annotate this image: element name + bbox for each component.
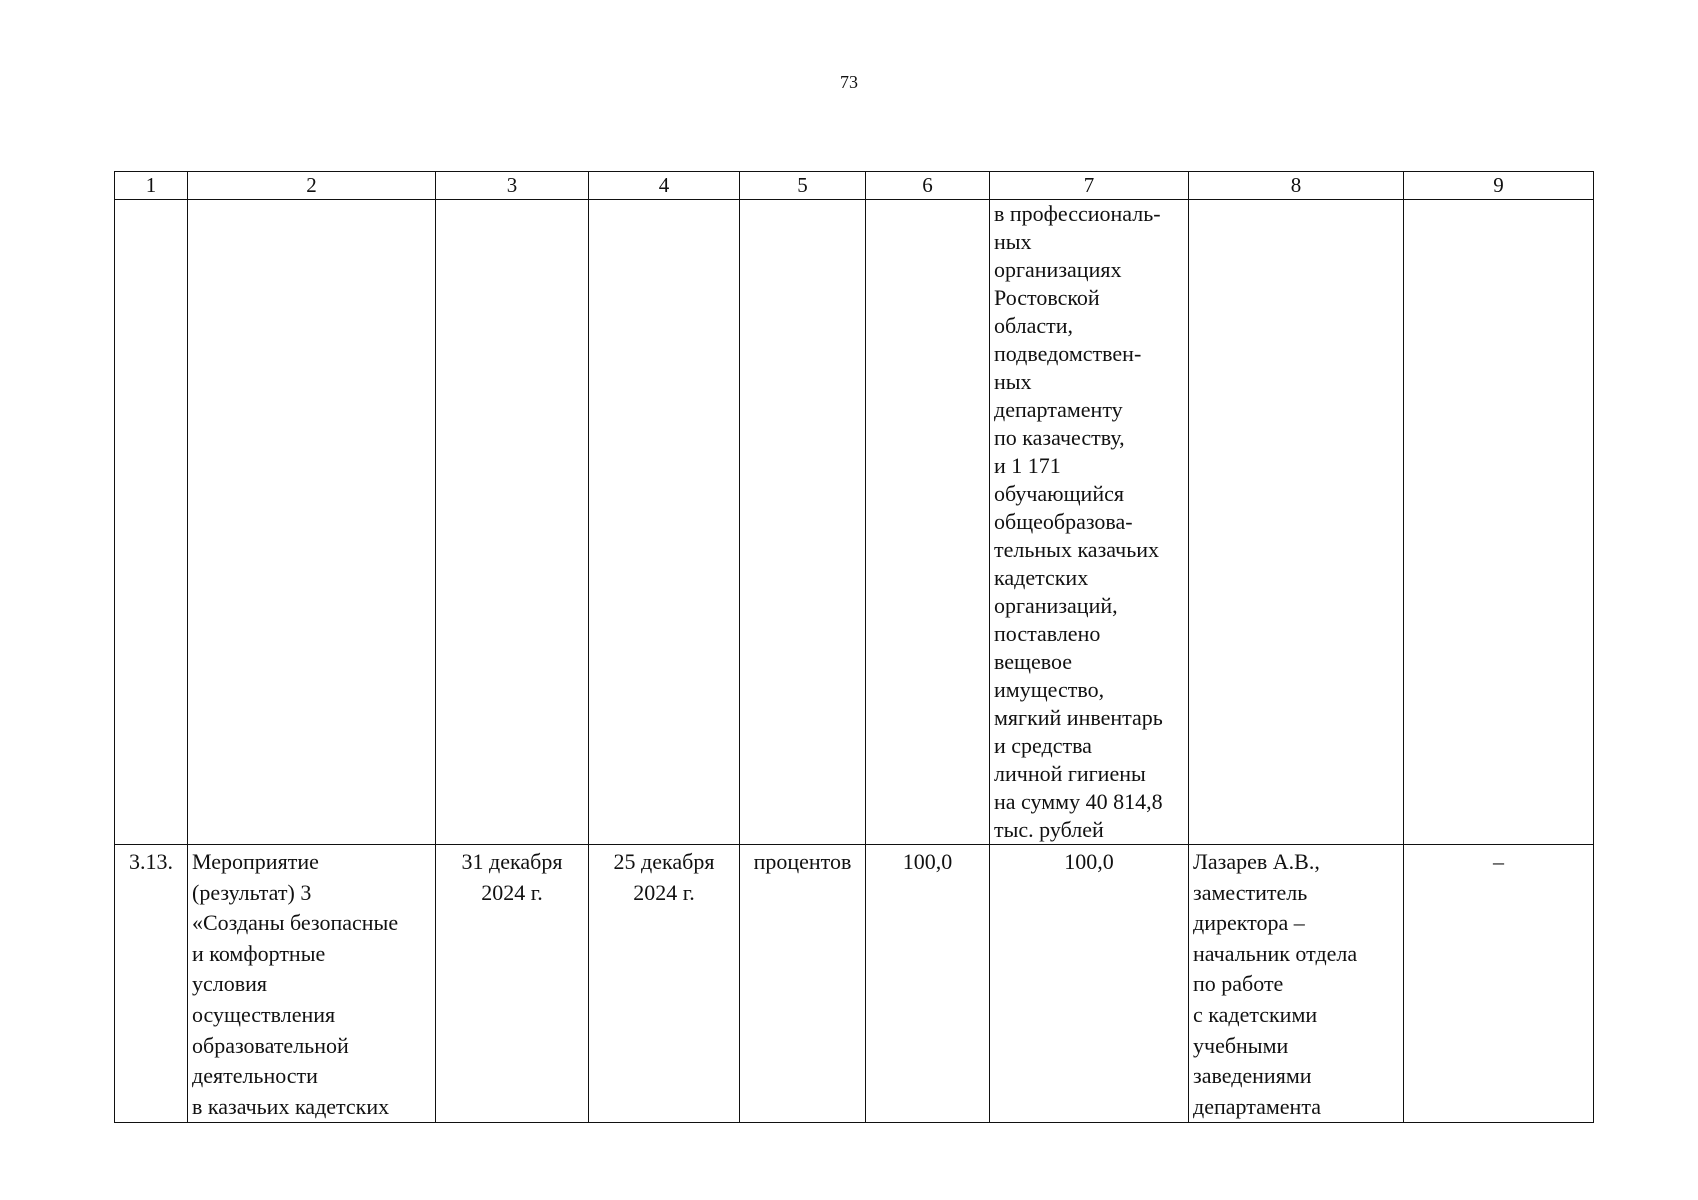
cell-planned-date xyxy=(436,845,589,1123)
text-line: директора – xyxy=(1193,910,1305,936)
text-line: и средства xyxy=(994,733,1092,758)
text-line: Мероприятие xyxy=(192,849,319,874)
cell-actual-date xyxy=(589,845,740,1123)
text-line: и комфортные xyxy=(192,940,326,966)
text-line: в казачьих кадетских xyxy=(192,1093,390,1119)
header-col-2: 2 xyxy=(188,172,436,200)
cell-empty xyxy=(188,200,436,845)
cell-note: – xyxy=(1404,845,1594,1123)
text-line: начальник отдела xyxy=(1193,940,1358,966)
header-col-8: 8 xyxy=(1189,172,1404,200)
text-line: области, xyxy=(994,313,1074,338)
text-line: департаменту xyxy=(994,397,1123,422)
text-line: и 1 171 xyxy=(994,453,1061,478)
header-col-9: 9 xyxy=(1404,172,1594,200)
text-line: 25 декабря xyxy=(613,849,715,874)
text-line: образовательной xyxy=(192,1032,349,1058)
table-row-3-13 xyxy=(115,845,1594,1123)
cell-actual-value: 100,0 xyxy=(990,845,1189,1123)
text-line: личной гигиены xyxy=(994,761,1146,786)
text-line: на сумму 40 814,8 xyxy=(994,789,1163,814)
cell-empty xyxy=(1404,200,1594,845)
text-line: ных xyxy=(994,369,1032,394)
text-line: по казачеству, xyxy=(994,425,1125,450)
text-line: департамента xyxy=(1193,1093,1321,1119)
text-line: организаций, xyxy=(994,593,1118,618)
text-line: 31 декабря xyxy=(461,849,563,874)
text-line: 2024 г. xyxy=(481,879,543,905)
table-row-continued xyxy=(115,200,1594,845)
text-line: в профессиональ- xyxy=(994,201,1161,226)
text-line: тыс. рублей xyxy=(994,817,1104,842)
text-line: Ростовской xyxy=(994,285,1100,310)
text-line: «Созданы безопасные xyxy=(192,910,399,936)
text-line: подведомствен- xyxy=(994,341,1142,366)
text-line: общеобразова- xyxy=(994,509,1133,534)
text-line: учебными xyxy=(1193,1032,1289,1058)
page-number: 73 xyxy=(840,72,858,92)
cell-empty xyxy=(740,200,866,845)
text-line: тельных казачьих xyxy=(994,537,1160,562)
cell-empty xyxy=(589,200,740,845)
text-line: кадетских xyxy=(994,565,1089,590)
cell-event-name xyxy=(188,845,436,1123)
header-col-5: 5 xyxy=(740,172,866,200)
text-line: ных xyxy=(994,229,1032,254)
text-line: вещевое xyxy=(994,649,1072,674)
cell-empty xyxy=(115,200,188,845)
table-header-row xyxy=(115,172,1594,200)
cell-empty xyxy=(866,200,990,845)
text-line: поставлено xyxy=(994,621,1101,646)
header-col-7: 7 xyxy=(990,172,1189,200)
header-col-6: 6 xyxy=(866,172,990,200)
cell-empty xyxy=(1189,200,1404,845)
cell-planned-value: 100,0 xyxy=(866,845,990,1123)
text-line: деятельности xyxy=(192,1063,318,1089)
cell-result-description xyxy=(990,200,1189,845)
text-line: с кадетскими xyxy=(1193,1001,1318,1027)
text-line: организациях xyxy=(994,257,1122,282)
text-line: обучающийся xyxy=(994,481,1124,506)
text-line: условия xyxy=(192,971,268,997)
header-col-3: 3 xyxy=(436,172,589,200)
cell-item-number: 3.13. xyxy=(115,845,188,1123)
text-line: заместитель xyxy=(1193,879,1308,905)
text-line: мягкий инвентарь xyxy=(994,705,1163,730)
text-line: (результат) 3 xyxy=(192,879,312,905)
cell-responsible xyxy=(1189,845,1404,1123)
text-line: Лазарев А.В., xyxy=(1193,849,1320,874)
text-line: заведениями xyxy=(1193,1063,1312,1089)
report-table xyxy=(114,171,1594,1123)
header-col-1: 1 xyxy=(115,172,188,200)
text-line: осуществления xyxy=(192,1001,336,1027)
text-line: по работе xyxy=(1193,971,1284,997)
text-line: 2024 г. xyxy=(633,879,695,905)
cell-empty xyxy=(436,200,589,845)
header-col-4: 4 xyxy=(589,172,740,200)
cell-unit: процентов xyxy=(740,845,866,1123)
text-line: имущество, xyxy=(994,677,1105,702)
